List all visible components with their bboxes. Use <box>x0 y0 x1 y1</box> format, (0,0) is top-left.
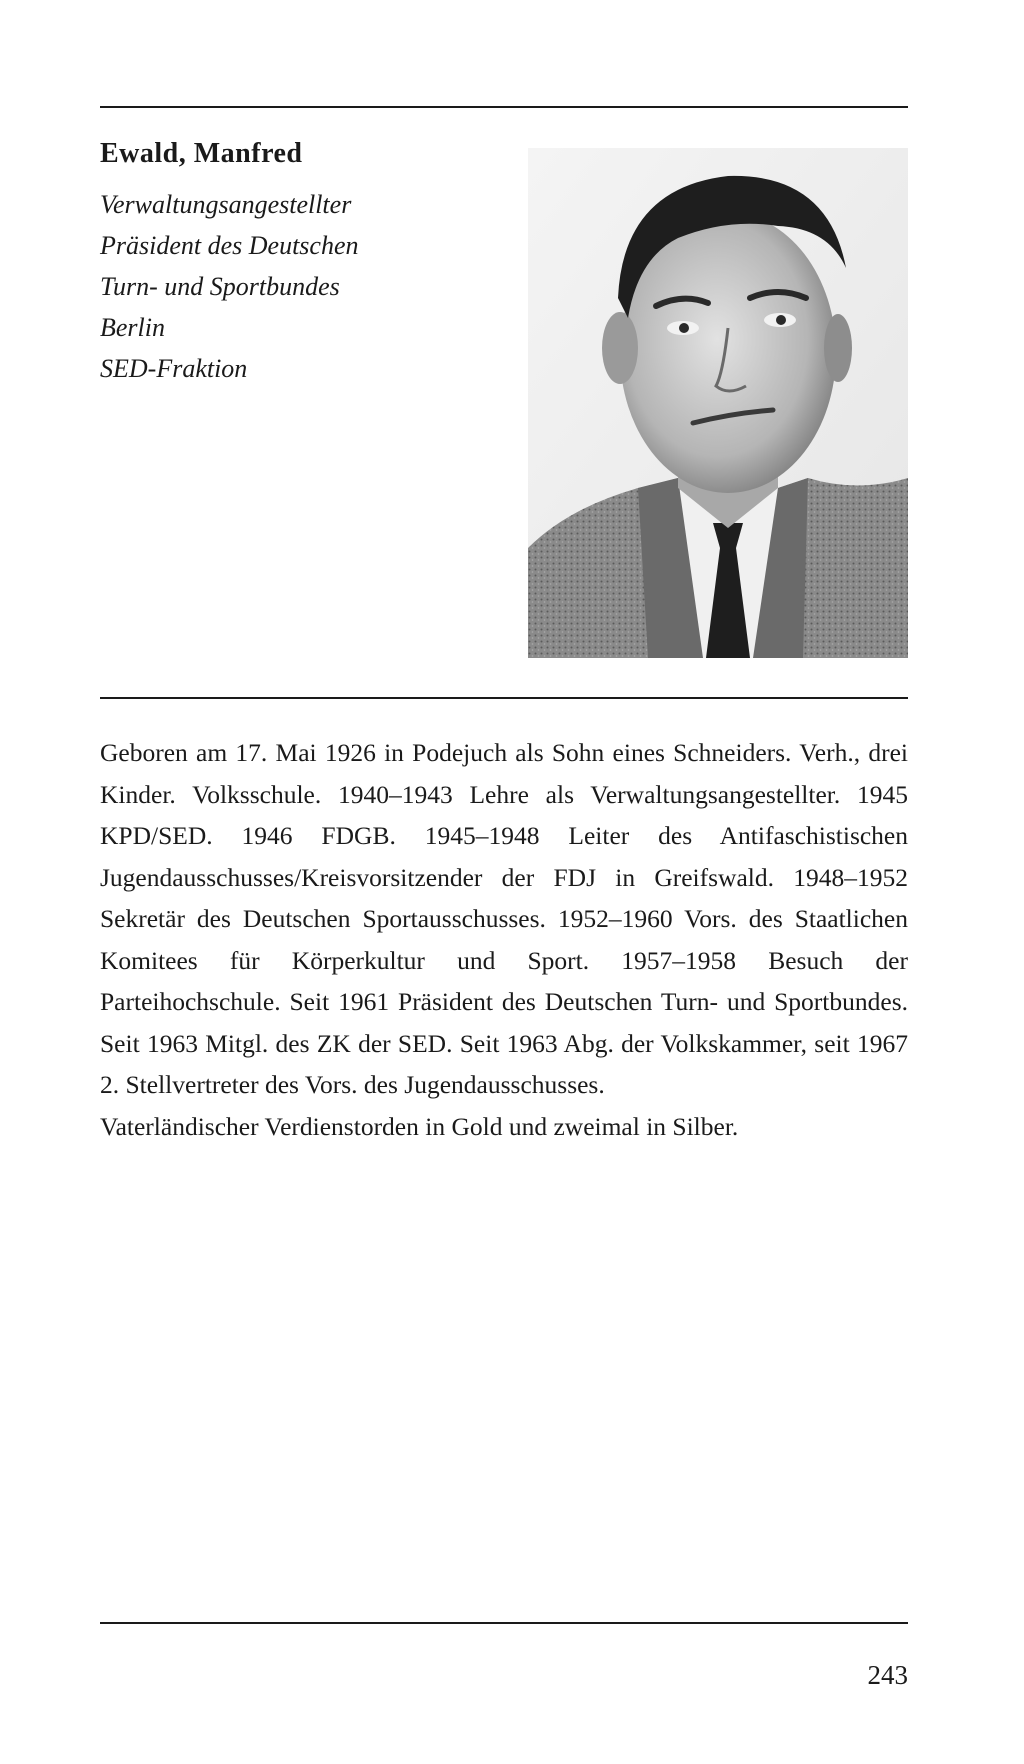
person-name: Ewald, Manfred <box>100 138 303 169</box>
page-number: 243 <box>867 1660 908 1690</box>
top-rule <box>100 106 908 108</box>
place: Berlin <box>100 313 165 342</box>
occupation: Verwaltungsangestellter <box>100 190 352 219</box>
portrait-illustration <box>528 148 908 658</box>
portrait-photo <box>528 148 908 658</box>
biography-paragraph-1: Geboren am 17. Mai 1926 in Podejuch als Sohn eines Schneiders. Verh., drei Kinder. Volksschule. 1940–1943 Lehre als Verwaltungsangestellter. 1945 KPD/SED. 1946 FDGB. 1945–1948 Leiter des Antifaschistischen Jugendausschusses/Kreisvorsitzender der FDJ in Greifswald. 1948–1952 Sekretär des Deutschen Sportausschusses. 1952–1960 Vors. des Staatlichen Komitees für Körperkultur und Sport. 1957–1958 Besuch der Parteihochschule. Seit 1961 Präsident des Deutschen Turn- und Sportbundes. Seit 1963 Mitgl. des ZK der SED. Seit 1963 Abg. der Volkskammer, seit 1967 2. Stellvertreter des Vors. des Jugendausschusses. <box>100 738 908 1099</box>
entry-header <box>100 138 520 389</box>
faction: SED-Fraktion <box>100 354 248 383</box>
bottom-rule <box>100 1622 908 1624</box>
biography-paragraph-2: Vaterländischer Verdienstorden in Gold und zweimal in Silber. <box>100 1111 739 1141</box>
biography <box>100 732 908 1147</box>
position-line-2: Turn- und Sportbundes <box>100 272 340 301</box>
middle-rule <box>100 697 908 699</box>
position-line-1: Präsident des Deutschen <box>100 231 359 260</box>
